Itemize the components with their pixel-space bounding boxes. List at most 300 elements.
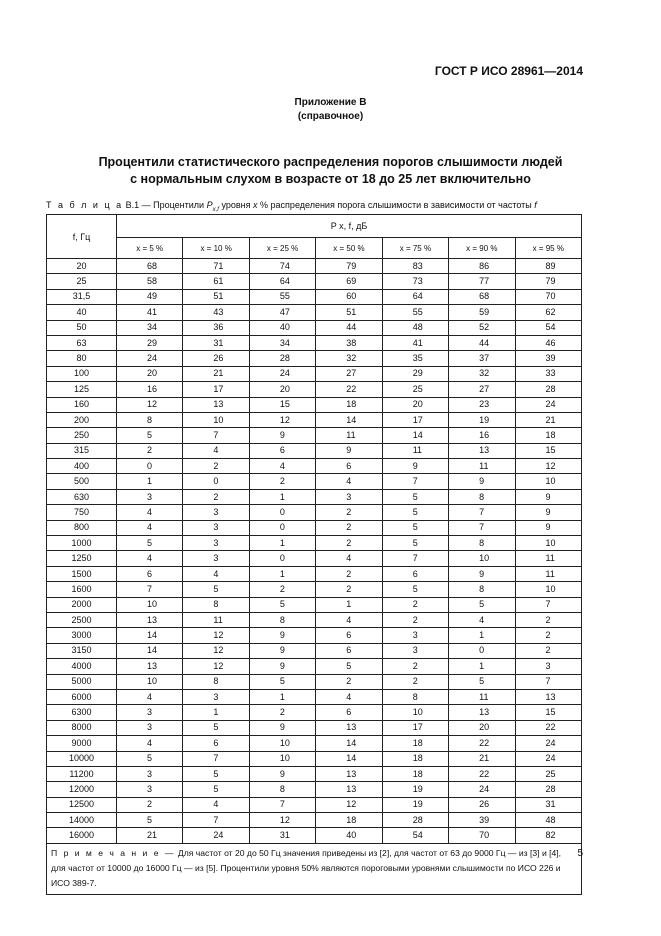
- value-cell: 34: [117, 320, 183, 335]
- value-cell: 7: [449, 505, 515, 520]
- value-cell: 0: [117, 459, 183, 474]
- value-cell: 6: [117, 566, 183, 581]
- value-cell: 5: [117, 536, 183, 551]
- value-cell: 48: [515, 813, 581, 828]
- value-cell: 7: [183, 428, 249, 443]
- value-cell: 10: [117, 674, 183, 689]
- value-cell: 12: [249, 412, 315, 427]
- value-cell: 48: [382, 320, 448, 335]
- value-cell: 17: [382, 720, 448, 735]
- value-cell: 9: [515, 520, 581, 535]
- frequency-cell: 2000: [47, 597, 117, 612]
- percentile-column-header: x = 25 %: [249, 238, 315, 259]
- value-cell: 13: [117, 612, 183, 627]
- frequency-cell: 12500: [47, 797, 117, 812]
- value-cell: 9: [249, 659, 315, 674]
- frequency-cell: 6000: [47, 689, 117, 704]
- frequency-cell: 500: [47, 474, 117, 489]
- frequency-cell: 250: [47, 428, 117, 443]
- value-cell: 24: [183, 828, 249, 843]
- frequency-cell: 160: [47, 397, 117, 412]
- value-cell: 39: [515, 351, 581, 366]
- value-cell: 5: [117, 751, 183, 766]
- value-cell: 26: [183, 351, 249, 366]
- value-cell: 9: [249, 428, 315, 443]
- value-cell: 6: [249, 443, 315, 458]
- value-cell: 20: [117, 366, 183, 381]
- value-cell: 4: [316, 689, 382, 704]
- value-cell: 9: [515, 489, 581, 504]
- table-row: [47, 335, 582, 350]
- table-row: [47, 597, 582, 612]
- value-cell: 4: [316, 612, 382, 627]
- value-cell: 51: [183, 289, 249, 304]
- table-row: [47, 720, 582, 735]
- value-cell: 5: [117, 428, 183, 443]
- table-row: [47, 351, 582, 366]
- value-cell: 79: [515, 274, 581, 289]
- value-cell: 4: [117, 520, 183, 535]
- table-row: [47, 628, 582, 643]
- value-cell: 86: [449, 259, 515, 274]
- value-cell: 1: [249, 536, 315, 551]
- value-cell: 55: [382, 305, 448, 320]
- value-cell: 79: [316, 259, 382, 274]
- value-cell: 3: [515, 659, 581, 674]
- value-cell: 7: [382, 551, 448, 566]
- value-cell: 3: [117, 720, 183, 735]
- annex-title: Приложение В: [294, 97, 367, 108]
- value-cell: 11: [449, 459, 515, 474]
- value-cell: 20: [382, 397, 448, 412]
- value-cell: 11: [515, 566, 581, 581]
- frequency-header: f, Гц: [47, 215, 117, 259]
- value-cell: 2: [316, 520, 382, 535]
- table-row: [47, 305, 582, 320]
- value-cell: 4: [316, 474, 382, 489]
- table-caption: [46, 200, 586, 213]
- value-cell: 24: [515, 751, 581, 766]
- frequency-cell: 630: [47, 489, 117, 504]
- value-cell: 64: [249, 274, 315, 289]
- value-cell: 15: [515, 705, 581, 720]
- value-cell: 3: [183, 551, 249, 566]
- value-cell: 8: [183, 597, 249, 612]
- value-cell: 4: [183, 566, 249, 581]
- value-cell: 2: [249, 582, 315, 597]
- table-row: [47, 659, 582, 674]
- annex-subtitle: (справочное): [297, 111, 364, 122]
- caption-text-mid: уровня: [221, 200, 251, 210]
- value-cell: 3: [183, 689, 249, 704]
- value-cell: 1: [117, 474, 183, 489]
- value-cell: 0: [249, 505, 315, 520]
- value-cell: 9: [316, 443, 382, 458]
- value-cell: 10: [515, 474, 581, 489]
- percentile-column-header: x = 95 %: [515, 238, 581, 259]
- value-cell: 19: [382, 797, 448, 812]
- table-row: [47, 828, 582, 843]
- value-cell: 61: [183, 274, 249, 289]
- value-cell: 24: [449, 782, 515, 797]
- note-text: Для частот от 20 до 50 Гц значения приведены из [2], для частот от 63 до 9000 Гц — из [3] и [4], для частот от 10000 до 16000 Гц — из [5]. Процентили уровня 50% являются пороговыми уровнями слышимости по ИСО 226 и ИСО 389-7.: [51, 847, 562, 888]
- value-cell: 11: [449, 689, 515, 704]
- value-cell: 5: [449, 597, 515, 612]
- value-cell: 13: [183, 397, 249, 412]
- table-row: [47, 489, 582, 504]
- value-cell: 51: [316, 305, 382, 320]
- value-cell: 5: [449, 674, 515, 689]
- table-row: [47, 474, 582, 489]
- value-cell: 49: [117, 289, 183, 304]
- value-cell: 39: [449, 813, 515, 828]
- value-cell: 7: [249, 797, 315, 812]
- table-row: [47, 412, 582, 427]
- value-cell: 10: [449, 551, 515, 566]
- frequency-cell: 800: [47, 520, 117, 535]
- value-cell: 22: [449, 766, 515, 781]
- value-cell: 1: [316, 597, 382, 612]
- value-cell: 40: [316, 828, 382, 843]
- value-cell: 43: [183, 305, 249, 320]
- table-row: [47, 536, 582, 551]
- value-cell: 4: [449, 612, 515, 627]
- caption-number: В.1 — Процентили: [125, 200, 205, 210]
- value-cell: 83: [382, 259, 448, 274]
- section-title: [0, 154, 661, 188]
- table-row: [47, 582, 582, 597]
- value-cell: 2: [382, 659, 448, 674]
- percentile-column-header: x = 50 %: [316, 238, 382, 259]
- value-cell: 62: [515, 305, 581, 320]
- value-cell: 0: [249, 551, 315, 566]
- value-cell: 3: [183, 520, 249, 535]
- value-cell: 1: [449, 628, 515, 643]
- value-cell: 24: [117, 351, 183, 366]
- value-cell: 54: [382, 828, 448, 843]
- value-cell: 10: [382, 705, 448, 720]
- table-row: [47, 505, 582, 520]
- value-cell: 40: [249, 320, 315, 335]
- value-cell: 12: [515, 459, 581, 474]
- value-cell: 89: [515, 259, 581, 274]
- value-cell: 13: [316, 766, 382, 781]
- value-cell: 7: [515, 597, 581, 612]
- value-cell: 27: [316, 366, 382, 381]
- value-cell: 4: [183, 443, 249, 458]
- value-cell: 12: [183, 643, 249, 658]
- value-cell: 32: [449, 366, 515, 381]
- percentile-column-header: x = 10 %: [183, 238, 249, 259]
- frequency-cell: 750: [47, 505, 117, 520]
- table-row: [47, 643, 582, 658]
- value-cell: 2: [316, 582, 382, 597]
- value-cell: 77: [449, 274, 515, 289]
- value-cell: 7: [515, 674, 581, 689]
- table-row: [47, 443, 582, 458]
- value-cell: 8: [249, 782, 315, 797]
- value-cell: 2: [316, 566, 382, 581]
- frequency-cell: 63: [47, 335, 117, 350]
- value-cell: 9: [249, 628, 315, 643]
- value-cell: 2: [382, 612, 448, 627]
- frequency-cell: 4000: [47, 659, 117, 674]
- annex-heading: [0, 96, 661, 124]
- frequency-cell: 25: [47, 274, 117, 289]
- value-cell: 12: [183, 659, 249, 674]
- value-cell: 13: [449, 443, 515, 458]
- value-cell: 28: [382, 813, 448, 828]
- value-cell: 9: [449, 566, 515, 581]
- value-cell: 17: [183, 382, 249, 397]
- value-cell: 12: [316, 797, 382, 812]
- value-cell: 59: [449, 305, 515, 320]
- table-row: [47, 566, 582, 581]
- value-cell: 71: [183, 259, 249, 274]
- value-cell: 32: [316, 351, 382, 366]
- value-cell: 29: [117, 335, 183, 350]
- table-row: [47, 551, 582, 566]
- value-cell: 5: [382, 520, 448, 535]
- frequency-cell: 200: [47, 412, 117, 427]
- value-cell: 2: [316, 505, 382, 520]
- value-cell: 15: [515, 443, 581, 458]
- frequency-cell: 31,5: [47, 289, 117, 304]
- value-cell: 68: [449, 289, 515, 304]
- value-cell: 15: [249, 397, 315, 412]
- value-cell: 13: [117, 659, 183, 674]
- frequency-cell: 315: [47, 443, 117, 458]
- table-row: [47, 736, 582, 751]
- value-cell: 31: [183, 335, 249, 350]
- caption-label: Т а б л и ц а: [46, 200, 124, 210]
- value-cell: 11: [316, 428, 382, 443]
- value-cell: 28: [515, 782, 581, 797]
- value-cell: 8: [382, 689, 448, 704]
- frequency-cell: 40: [47, 305, 117, 320]
- value-cell: 58: [117, 274, 183, 289]
- section-title-line-1: Процентили статистического распределения порогов слышимости людей: [98, 155, 563, 169]
- table-row: [47, 612, 582, 627]
- value-cell: 18: [382, 751, 448, 766]
- value-cell: 2: [515, 628, 581, 643]
- value-cell: 10: [117, 597, 183, 612]
- value-cell: 44: [316, 320, 382, 335]
- value-cell: 14: [316, 736, 382, 751]
- section-title-line-2: с нормальным слухом в возрасте от 18 до 25 лет включительно: [130, 172, 531, 186]
- value-cell: 74: [249, 259, 315, 274]
- value-cell: 12: [183, 628, 249, 643]
- table-row: [47, 782, 582, 797]
- value-cell: 4: [117, 505, 183, 520]
- value-cell: 5: [249, 674, 315, 689]
- value-cell: 18: [515, 428, 581, 443]
- value-cell: 10: [515, 536, 581, 551]
- value-cell: 82: [515, 828, 581, 843]
- value-cell: 7: [449, 520, 515, 535]
- value-cell: 2: [382, 674, 448, 689]
- value-cell: 11: [382, 443, 448, 458]
- value-cell: 11: [183, 612, 249, 627]
- value-cell: 26: [449, 797, 515, 812]
- document-id: ГОСТ Р ИСО 28961—2014: [434, 64, 583, 78]
- frequency-cell: 2500: [47, 612, 117, 627]
- value-cell: 70: [449, 828, 515, 843]
- frequency-cell: 8000: [47, 720, 117, 735]
- frequency-cell: 6300: [47, 705, 117, 720]
- value-cell: 11: [515, 551, 581, 566]
- value-cell: 29: [382, 366, 448, 381]
- value-cell: 21: [117, 828, 183, 843]
- value-cell: 52: [449, 320, 515, 335]
- value-cell: 16: [117, 382, 183, 397]
- value-cell: 22: [515, 720, 581, 735]
- value-cell: 31: [515, 797, 581, 812]
- value-cell: 1: [249, 566, 315, 581]
- value-cell: 34: [249, 335, 315, 350]
- table-row: [47, 766, 582, 781]
- value-cell: 2: [183, 459, 249, 474]
- value-cell: 4: [117, 736, 183, 751]
- value-cell: 28: [249, 351, 315, 366]
- value-cell: 14: [382, 428, 448, 443]
- value-cell: 3: [117, 782, 183, 797]
- value-cell: 1: [249, 489, 315, 504]
- value-cell: 18: [316, 397, 382, 412]
- frequency-cell: 11200: [47, 766, 117, 781]
- value-cell: 10: [249, 736, 315, 751]
- value-cell: 2: [183, 489, 249, 504]
- value-cell: 37: [449, 351, 515, 366]
- value-cell: 1: [183, 705, 249, 720]
- frequency-cell: 3150: [47, 643, 117, 658]
- level-group-header: P x, f, дБ: [117, 215, 582, 238]
- value-cell: 73: [382, 274, 448, 289]
- value-cell: 10: [515, 582, 581, 597]
- frequency-cell: 3000: [47, 628, 117, 643]
- page-number: 5: [577, 848, 583, 859]
- value-cell: 25: [382, 382, 448, 397]
- caption-text-tail: % распределения порога слышимости в зависимости от частоты: [260, 200, 532, 210]
- value-cell: 27: [449, 382, 515, 397]
- value-cell: 60: [316, 289, 382, 304]
- value-cell: 7: [117, 582, 183, 597]
- value-cell: 6: [316, 705, 382, 720]
- frequency-cell: 9000: [47, 736, 117, 751]
- table-row: [47, 674, 582, 689]
- table-row: [47, 274, 582, 289]
- value-cell: 6: [382, 566, 448, 581]
- percentile-column-header: x = 75 %: [382, 238, 448, 259]
- value-cell: 0: [449, 643, 515, 658]
- value-cell: 6: [316, 643, 382, 658]
- value-cell: 3: [382, 643, 448, 658]
- value-cell: 5: [382, 536, 448, 551]
- value-cell: 22: [316, 382, 382, 397]
- value-cell: 16: [449, 428, 515, 443]
- frequency-cell: 1600: [47, 582, 117, 597]
- value-cell: 10: [183, 412, 249, 427]
- value-cell: 2: [117, 443, 183, 458]
- value-cell: 28: [515, 382, 581, 397]
- value-cell: 5: [117, 813, 183, 828]
- value-cell: 2: [382, 597, 448, 612]
- value-cell: 9: [249, 766, 315, 781]
- frequency-cell: 1000: [47, 536, 117, 551]
- value-cell: 13: [316, 782, 382, 797]
- value-cell: 46: [515, 335, 581, 350]
- frequency-cell: 5000: [47, 674, 117, 689]
- table-row: [47, 366, 582, 381]
- frequency-cell: 80: [47, 351, 117, 366]
- value-cell: 3: [183, 536, 249, 551]
- value-cell: 12: [117, 397, 183, 412]
- caption-symbol-f: f: [534, 200, 537, 210]
- note-label: П р и м е ч а н и е —: [51, 847, 176, 858]
- table-body: [47, 259, 582, 844]
- value-cell: 7: [382, 474, 448, 489]
- value-cell: 19: [382, 782, 448, 797]
- table-row: [47, 520, 582, 535]
- value-cell: 20: [449, 720, 515, 735]
- value-cell: 3: [117, 489, 183, 504]
- value-cell: 4: [117, 551, 183, 566]
- value-cell: 6: [316, 628, 382, 643]
- value-cell: 41: [117, 305, 183, 320]
- value-cell: 8: [449, 489, 515, 504]
- percentile-table: [46, 214, 582, 895]
- frequency-cell: 1250: [47, 551, 117, 566]
- value-cell: 47: [249, 305, 315, 320]
- value-cell: 1: [449, 659, 515, 674]
- percentile-header-row: [47, 238, 582, 259]
- value-cell: 3: [316, 489, 382, 504]
- value-cell: 23: [449, 397, 515, 412]
- value-cell: 5: [382, 582, 448, 597]
- value-cell: 5: [183, 782, 249, 797]
- value-cell: 54: [515, 320, 581, 335]
- value-cell: 5: [183, 766, 249, 781]
- value-cell: 13: [515, 689, 581, 704]
- value-cell: 1: [249, 689, 315, 704]
- value-cell: 4: [249, 459, 315, 474]
- value-cell: 7: [183, 751, 249, 766]
- value-cell: 14: [117, 628, 183, 643]
- value-cell: 2: [316, 674, 382, 689]
- value-cell: 8: [449, 582, 515, 597]
- value-cell: 17: [382, 412, 448, 427]
- value-cell: 55: [249, 289, 315, 304]
- value-cell: 2: [249, 705, 315, 720]
- value-cell: 3: [183, 505, 249, 520]
- value-cell: 18: [382, 736, 448, 751]
- value-cell: 13: [316, 720, 382, 735]
- value-cell: 4: [183, 797, 249, 812]
- value-cell: 18: [382, 766, 448, 781]
- value-cell: 8: [117, 412, 183, 427]
- frequency-cell: 1500: [47, 566, 117, 581]
- value-cell: 2: [515, 643, 581, 658]
- value-cell: 5: [249, 597, 315, 612]
- value-cell: 21: [449, 751, 515, 766]
- table-row: [47, 289, 582, 304]
- value-cell: 0: [249, 520, 315, 535]
- table-row: [47, 705, 582, 720]
- value-cell: 68: [117, 259, 183, 274]
- frequency-cell: 10000: [47, 751, 117, 766]
- value-cell: 21: [183, 366, 249, 381]
- value-cell: 33: [515, 366, 581, 381]
